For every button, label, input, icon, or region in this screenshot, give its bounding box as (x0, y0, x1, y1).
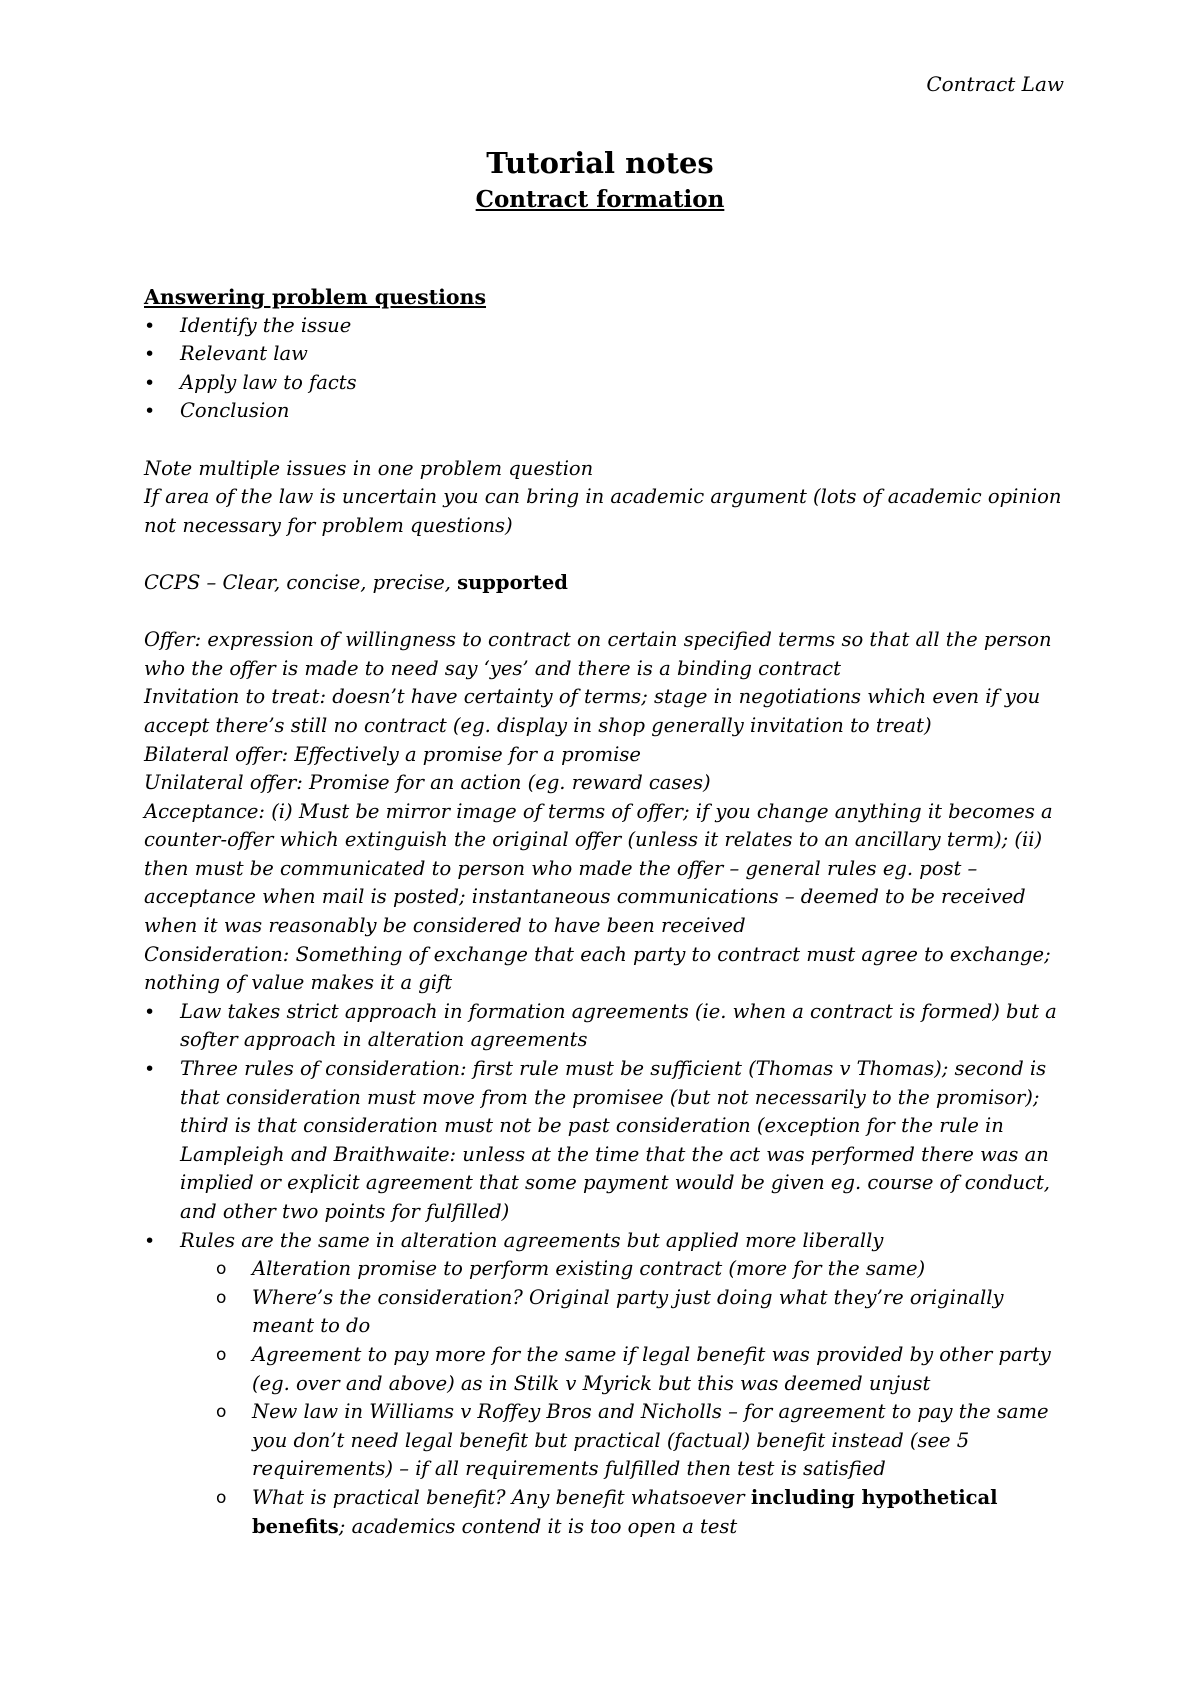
answering-step: • Identify the issue (180, 312, 1069, 341)
practical-benefit-suffix: ; academics contend it is too open a test (338, 1514, 738, 1538)
definition-invitation-to-treat: Invitation to treat: doesn’t have certainty of terms; stage in negotiations which even if you accept there’s still no contract (eg. display in shop generally invitation to treat) (144, 685, 1041, 737)
practical-benefit-bold: including hypothetical benefits (252, 1485, 998, 1538)
definition-offer: Offer: expression of willingness to contract on certain specified terms so that all the person who the offer is made to need say ‘yes’ and there is a binding contract (144, 628, 1052, 680)
document-body (144, 283, 1069, 1541)
definition-acceptance: Acceptance: (i) Must be mirror image of terms of offer; if you change anything it becomes a counter-offer which extinguish the original offer (unless it relates to an ancillary term); (ii) then must be communicated to person who made the offer – general rules eg. post – acceptance when mail is posted; instantaneous communications – deemed to be received when it was reasonably be considered to have been received (144, 799, 1053, 938)
definition-consideration: Consideration: Something of exchange that each party to contract must agree to exchange; nothing of value makes it a gift (144, 942, 1051, 995)
section-heading-answering: Answering problem questions (144, 285, 487, 309)
alteration-subpoints-list (180, 1255, 1069, 1541)
ccps-prefix: CCPS – Clear, concise, precise, (144, 570, 458, 594)
document-title: Tutorial notes (486, 146, 714, 180)
note-multiple-issues: Note multiple issues in one problem question (144, 456, 594, 480)
note-uncertain-area: If area of the law is uncertain you can bring in academic argument (lots of academic opinion not necessary for problem questions) (144, 485, 1062, 537)
answering-step: • Relevant law (180, 340, 1069, 369)
consideration-point-three-rules: • Three rules of consideration: first rule must be sufficient (Thomas v Thomas); second is that consideration must move from the promisee (but not necessarily to the promisor); third is that consideration must not be past consideration (exception for the rule in Lampleigh and Braithwaite: unless at the time that the act was performed there was an implied or explicit agreement that some payment would be given eg. course of conduct, and other two points for fulfilled) (180, 1055, 1069, 1227)
answering-steps-list (144, 312, 1069, 426)
alteration-subpoint: o New law in Williams v Roffey Bros and Nicholls – for agreement to pay the same you don’t need legal benefit but practical (factual) benefit instead (see 5 requirements) – if all requirements fulfilled then test is satisfied (252, 1398, 1069, 1484)
alteration-subpoint: o Where’s the consideration? Original party just doing what they’re originally meant to do (252, 1284, 1069, 1341)
running-header: Contract Law (926, 72, 1064, 96)
answering-step: • Conclusion (180, 397, 1069, 426)
alteration-subpoint: o Alteration promise to perform existing contract (more for the same) (252, 1255, 1069, 1284)
definition-unilateral-offer: Unilateral offer: Promise for an action (eg. reward cases) (144, 771, 711, 795)
consideration-point-alteration (180, 1227, 1069, 1542)
consideration-point-strict: • Law takes strict approach in formation agreements (ie. when a contract is formed) but a softer approach in alteration agreements (180, 998, 1069, 1055)
practical-benefit-prefix: What is practical benefit? Any benefit whatsoever (252, 1485, 751, 1509)
alteration-subpoint-practical-benefit (252, 1484, 1069, 1541)
consideration-points-list (144, 998, 1069, 1541)
document-subtitle: Contract formation (475, 186, 725, 213)
consideration-point-alteration-text: Rules are the same in alteration agreements but applied more liberally (180, 1228, 884, 1252)
definition-bilateral-offer: Bilateral offer: Effectively a promise for a promise (144, 742, 641, 766)
answering-step: • Apply law to facts (180, 369, 1069, 398)
alteration-subpoint: o Agreement to pay more for the same if legal benefit was provided by other party (eg. over and above) as in Stilk v Myrick but this was deemed unjust (252, 1341, 1069, 1398)
ccps-bold: supported (457, 570, 568, 594)
ccps-line (144, 569, 1069, 598)
